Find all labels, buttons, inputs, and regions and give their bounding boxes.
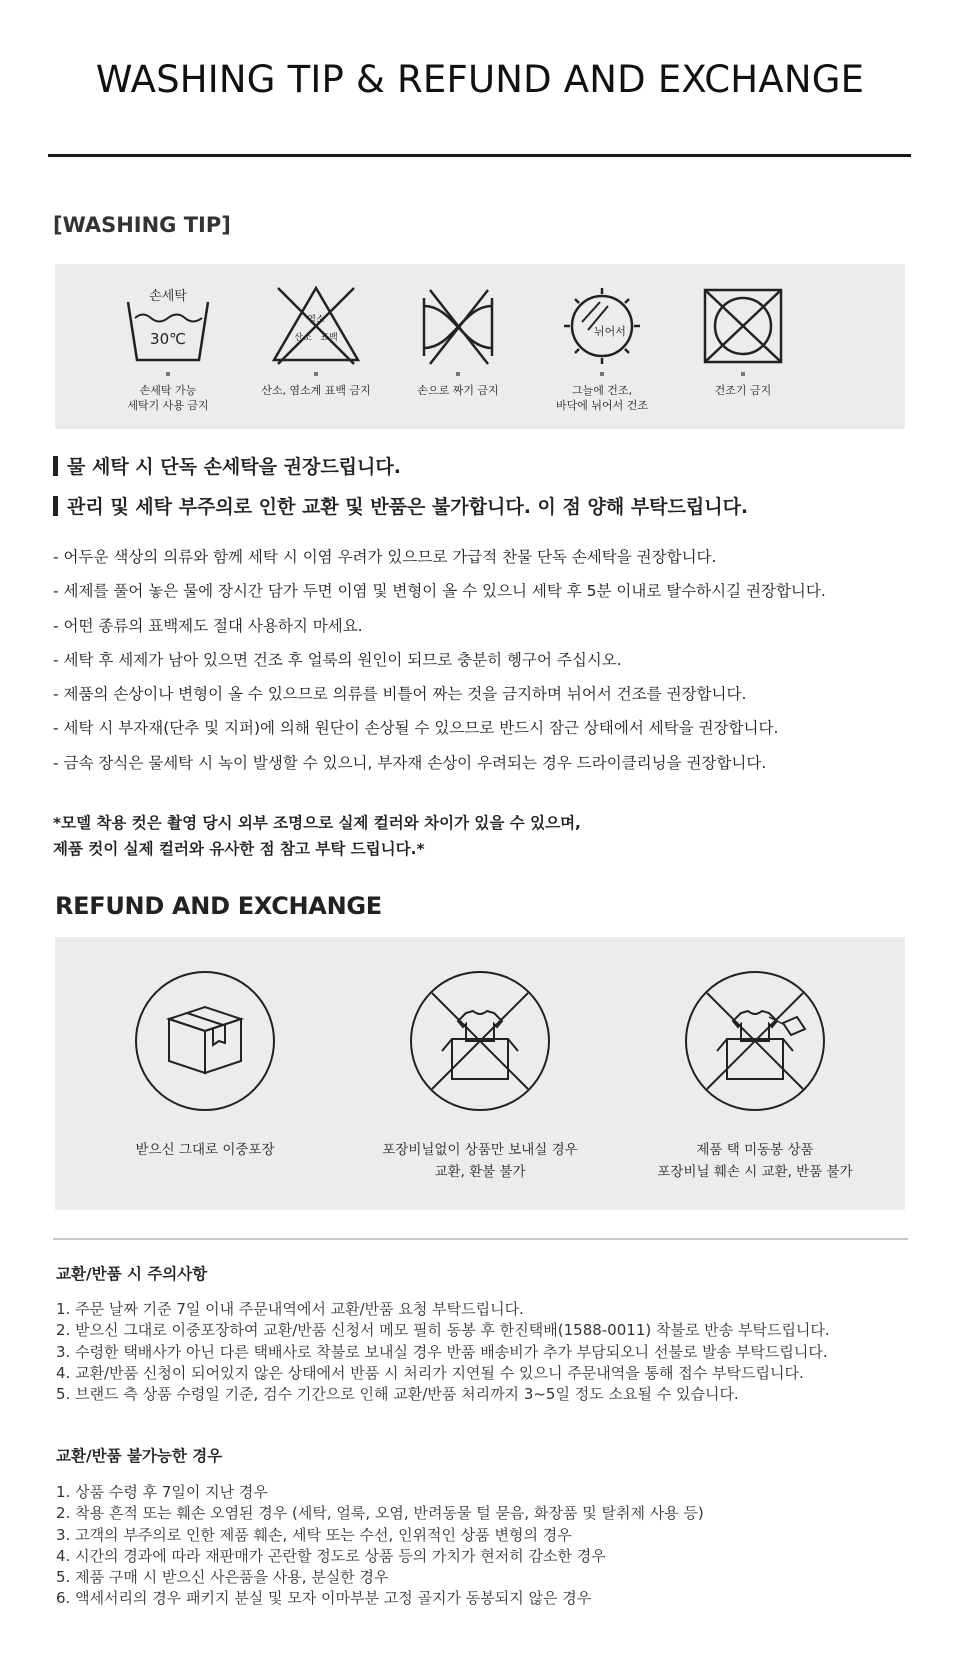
tip-item: - 세탁 시 부자재(단추 및 지퍼)에 의해 원단이 손상될 수 있으므로 반드시 잠근 상태에서 세탁을 권장합니다.: [53, 719, 779, 738]
no-tumble-dry-icon: [693, 284, 793, 366]
notice-hand-wash: [53, 452, 401, 479]
refund-item-double-pack: [55, 969, 355, 1161]
tip-item: - 제품의 손상이나 변형이 올 수 있으므로 의류를 비틀어 짜는 것을 금지하며 뉘어서 건조를 권장합니다.: [53, 685, 747, 704]
refund-caption: [55, 1139, 355, 1161]
wash-item-hand-wash: [93, 284, 243, 413]
wash-item-no-wring: [383, 284, 533, 398]
notice-bar: [53, 496, 58, 516]
wash-caption: [527, 383, 677, 413]
bleach-text-chlorine: 염소: [307, 315, 325, 325]
model-note-line: 제품 컷이 실제 컬러와 유사한 점 참고 부탁 드립니다.*: [53, 840, 425, 858]
wash-caption: [668, 383, 818, 398]
caption-line: 포장비닐 훼손 시 교환, 반품 불가: [657, 1164, 853, 1180]
tip-item: - 어떤 종류의 표백제도 절대 사용하지 마세요.: [53, 616, 363, 635]
wash-item-no-bleach: [241, 284, 391, 398]
precautions-title: 교환/반품 시 주의사항: [56, 1265, 208, 1283]
no-wring-icon: [408, 284, 508, 366]
notice-text: 관리 및 세탁 부주의로 인한 교환 및 반품은 불가합니다. 이 점 양해 부탁드립니다.: [67, 496, 749, 518]
caption-line: 건조기 금지: [714, 384, 772, 397]
wash-item-shade-dry: [527, 284, 677, 413]
wash-caption: [383, 383, 533, 398]
not-allowed-item: 5. 제품 구매 시 받으신 사은품을 사용, 분실한 경우: [56, 1568, 389, 1587]
not-allowed-item: 1. 상품 수령 후 7일이 지난 경우: [56, 1483, 268, 1501]
caption-line: 포장비닐없이 상품만 보내실 경우: [382, 1142, 578, 1158]
bleach-text-bleach: 표백: [320, 333, 338, 343]
no-bleach-icon: [266, 284, 366, 366]
notice-text: 물 세탁 시 단독 손세탁을 권장드립니다.: [67, 456, 401, 478]
box-icon: [133, 969, 277, 1113]
refund-title: REFUND AND EXCHANGE: [55, 892, 382, 920]
not-allowed-item: 3. 고객의 부주의로 인한 제품 훼손, 세탁 또는 수선, 인위적인 상품 변형의 경우: [56, 1525, 572, 1544]
caption-line: 산소, 염소계 표백 금지: [261, 384, 371, 397]
caption-dot: [741, 372, 745, 376]
caption-dot: [314, 372, 318, 376]
hand-wash-icon: [118, 284, 218, 366]
precaution-item: 3. 수령한 택배사가 아닌 다른 택배사로 착불로 보내실 경우 반품 배송비가 추가 부담되오니 선불로 발송 부탁드립니다.: [56, 1342, 828, 1361]
caption-line: 교환, 환불 불가: [434, 1164, 526, 1180]
page-title: WASHING TIP & REFUND AND EXCHANGE: [95, 58, 865, 101]
shade-flat-dry-icon: [552, 284, 652, 366]
washing-tips-list: [53, 546, 826, 786]
no-tag-icon: [683, 969, 827, 1113]
not-allowed-item: 6. 액세서리의 경우 패키지 분실 및 모자 이마부분 고정 골지가 동봉되지 않은 경우: [56, 1589, 592, 1608]
precaution-item: 4. 교환/반품 신청이 되어있지 않은 상태에서 반품 시 처리가 지연될 수 있으니 주문내역을 통해 접수 부탁드립니다.: [56, 1363, 804, 1382]
washing-icons-panel: [55, 264, 905, 429]
notice-bar: [53, 456, 58, 476]
tip-item: - 어두운 색상의 의류와 함께 세탁 시 이염 우려가 있으므로 가급적 찬물 단독 손세탁을 권장합니다.: [53, 548, 717, 566]
refund-icons-panel: [55, 937, 905, 1210]
refund-caption: [605, 1139, 905, 1183]
tip-item: - 세탁 후 세제가 남아 있으면 건조 후 얼룩의 원인이 되므로 충분히 헹구어 주십시오.: [53, 650, 622, 669]
no-vinyl-icon: [408, 969, 552, 1113]
hand-wash-temp: 30℃: [150, 330, 186, 348]
tip-item: - 세제를 풀어 놓은 물에 장시간 담가 두면 이염 및 변형이 올 수 있으니 세탁 후 5분 이내로 탈수하시길 권장합니다.: [53, 582, 826, 601]
washing-tip-label: [WASHING TIP]: [53, 213, 231, 237]
precaution-item: 5. 브랜드 측 상품 수령일 기준, 검수 기간으로 인해 교환/반품 처리까지 3~5일 정도 소요될 수 있습니다.: [56, 1385, 739, 1404]
caption-line: 제품 택 미동봉 상품: [696, 1142, 814, 1158]
not-allowed-title: 교환/반품 불가능한 경우: [56, 1447, 223, 1465]
not-allowed-item: 4. 시간의 경과에 따라 재판매가 곤란할 정도로 상품 등의 가치가 현저히 감소한 경우: [56, 1546, 606, 1565]
caption-line: 세탁기 사용 금지: [127, 399, 209, 412]
flat-dry-text: 뉘어서: [594, 325, 626, 338]
tip-item: - 금속 장식은 물세탁 시 녹이 발생할 수 있으니, 부자재 손상이 우려되는 경우 드라이클리닝을 권장합니다.: [53, 753, 767, 772]
caption-line: 그늘에 건조,: [571, 384, 633, 397]
caption-dot: [600, 372, 604, 376]
model-color-note: [53, 810, 581, 862]
wash-caption: [241, 383, 391, 398]
wash-item-no-dryer: [668, 284, 818, 398]
wash-caption: [93, 383, 243, 413]
precaution-item: 2. 받으신 그대로 이중포장하여 교환/반품 신청서 메모 필히 동봉 후 한진택배(1588-0011) 착불로 반송 부탁드립니다.: [56, 1321, 830, 1340]
precaution-item: 1. 주문 날짜 기준 7일 이내 주문내역에서 교환/반품 요청 부탁드립니다.: [56, 1300, 524, 1318]
caption-line: 바닥에 뉘어서 건조: [555, 399, 648, 412]
refund-item-no-tag: [605, 969, 905, 1183]
not-allowed-list: [56, 1482, 704, 1610]
caption-line: 받으신 그대로 이중포장: [135, 1142, 275, 1158]
title-divider: [48, 154, 911, 157]
caption-dot: [456, 372, 460, 376]
model-note-line: *모델 착용 컷은 촬영 당시 외부 조명으로 실제 컬러와 차이가 있을 수 있으며,: [53, 814, 581, 832]
caption-line: 손으로 짜기 금지: [417, 384, 499, 397]
not-allowed-item: 2. 착용 흔적 또는 훼손 오염된 경우 (세탁, 얼룩, 오염, 반려동물 털 묻음, 화장품 및 탈취제 사용 등): [56, 1504, 704, 1523]
section-divider: [53, 1238, 908, 1240]
caption-line: 손세탁 가능: [139, 384, 197, 397]
bleach-text-oxygen: 산소: [294, 333, 312, 343]
refund-item-no-vinyl: [330, 969, 630, 1183]
notice-no-refund: [53, 492, 748, 519]
refund-caption: [330, 1139, 630, 1183]
caption-dot: [166, 372, 170, 376]
precautions-list: [56, 1299, 830, 1405]
hand-wash-text: 손세탁: [149, 289, 187, 304]
